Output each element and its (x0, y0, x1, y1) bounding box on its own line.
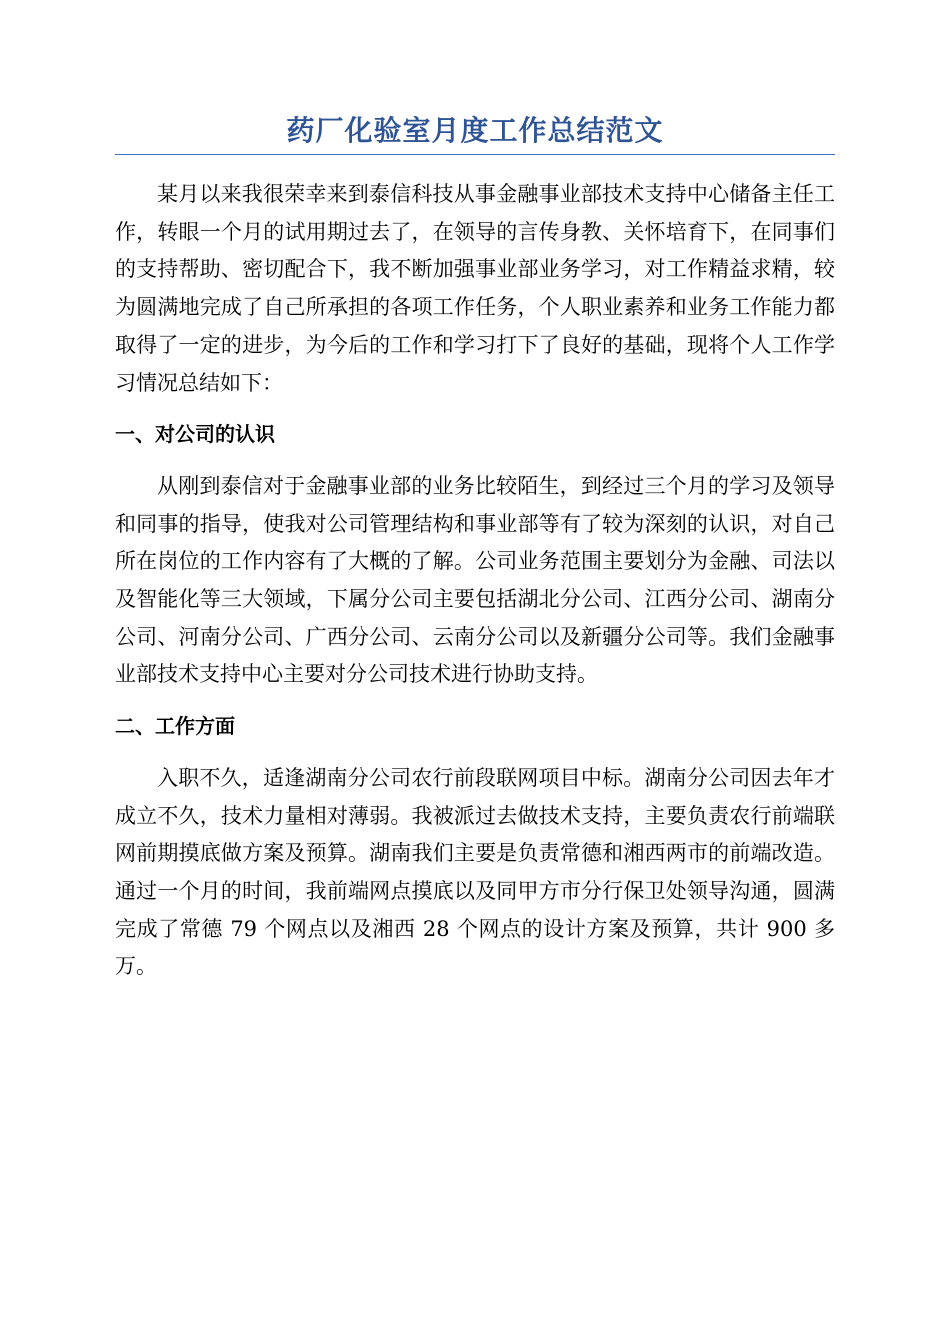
section-heading-company: 一、对公司的认识 (115, 422, 275, 447)
document-title: 药厂化验室月度工作总结范文 (115, 108, 835, 155)
document-page (115, 108, 835, 986)
section-body-work: 入职不久，适逢湖南分公司农行前段联网项目中标。湖南分公司因去年才成立不久，技术力量相对薄弱。我被派过去做技术支持，主要负责农行前端联网前期摸底做方案及预算。湖南我们主要是负责常德和湘西两市的前端改造。通过一个月的时间，我前端网点摸底以及同甲方市分行保卫处领导沟通，圆满完成了常德 79 个网点以及湘西 28 个网点的设计方案及预算，共计 900 多万。 (115, 765, 835, 979)
intro-paragraph: 某月以来我很荣幸来到泰信科技从事金融事业部技术支持中心储备主任工作，转眼一个月的试用期过去了，在领导的言传身教、关怀培育下，在同事们的支持帮助、密切配合下，我不断加强事业部业务学习，对工作精益求精，较为圆满地完成了自己所承担的各项工作任务，个人职业素养和业务工作能力都取得了一定的进步，为今后的工作和学习打下了良好的基础，现将个人工作学习情况总结如下： (115, 182, 835, 395)
section-heading-work: 二、工作方面 (115, 714, 235, 739)
section-body-company: 从刚到泰信对于金融事业部的业务比较陌生，到经过三个月的学习及领导和同事的指导，使我对公司管理结构和事业部等有了较为深刻的认识，对自己所在岗位的工作内容有了大概的了解。公司业务范围主要划分为金融、司法以及智能化等三大领域，下属分公司主要包括湖北分公司、江西分公司、湖南分公司、河南分公司、广西分公司、云南分公司以及新疆分公司等。我们金融事业部技术支持中心主要对分公司技术进行协助支持。 (115, 473, 835, 687)
